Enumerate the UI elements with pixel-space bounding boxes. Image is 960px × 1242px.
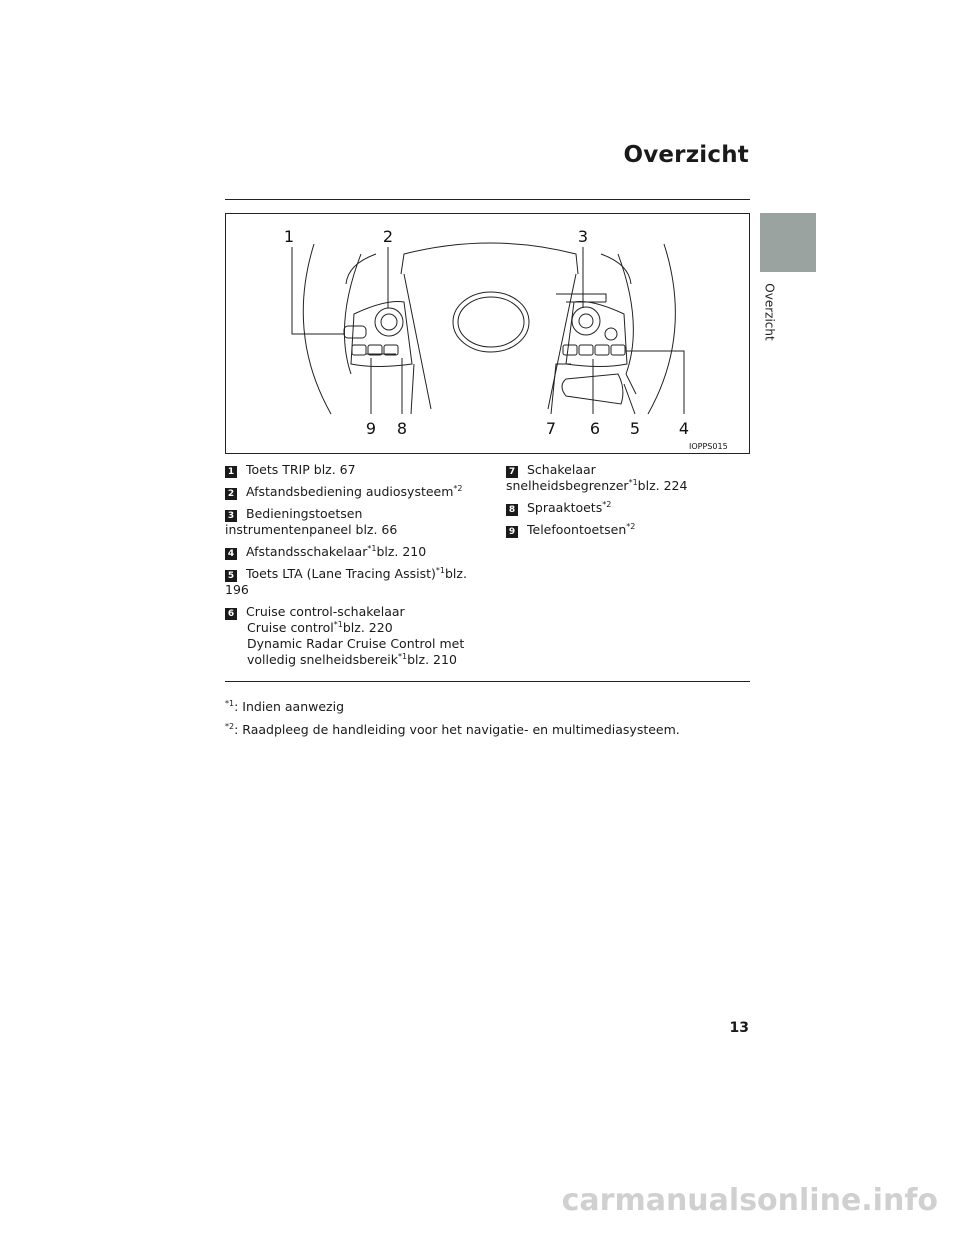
legend-item-4: 4 Afstandsschakelaar$^{*1}$blz. 210 (225, 544, 485, 560)
figure-code: IOPPS015 (689, 442, 728, 451)
page-number: 13 (729, 1020, 749, 1036)
footnotes (225, 699, 750, 745)
legend-left (225, 462, 485, 674)
callout-7: 7 (545, 419, 557, 438)
legend-item-6: 6 Cruise control-schakelaar Cruise control$^{*1}$blz. 220 Dynamic Radar Cruise Control met volledig snelheidsbereik$^{*1}$blz. 210 (225, 604, 485, 668)
legend-item-9: 9 Telefoontoetsen$^{*2}$ (506, 522, 750, 538)
legend-subitem-cruise-control: Cruise control$^{*1}$blz. 220 (247, 619, 393, 635)
legend-subitem-radar-cruise: Dynamic Radar Cruise Control met volledig snelheidsbereik$^{*1}$blz. 210 (247, 636, 465, 667)
callout-4: 4 (678, 419, 690, 438)
legend-item-3: 3 Bedieningstoetsen instrumentenpaneel blz. 66 (225, 506, 398, 537)
steering-wheel-figure (225, 213, 750, 454)
callout-5: 5 (629, 419, 641, 438)
legend-item-2: 2 Afstandsbediening audiosysteem$^{*2}$ (225, 484, 485, 500)
legend-rule (225, 681, 750, 682)
footnote-2: $^{*2}$: Raadpleeg de handleiding voor het navigatie- en multimediasysteem. (225, 721, 680, 737)
section-tab-marker (760, 213, 816, 272)
footnote-1: $^{*1}$: Indien aanwezig (225, 698, 345, 714)
legend-item-8: 8 Spraaktoets$^{*2}$ (506, 500, 750, 516)
callout-6: 6 (589, 419, 601, 438)
callout-8: 8 (396, 419, 408, 438)
legend-item-7: 7 Schakelaar snelheidsbegrenzer$^{*1}$blz. 224 (506, 462, 688, 493)
callout-2: 2 (382, 227, 394, 246)
steering-wheel-illustration (226, 214, 749, 453)
page-title: Overzicht (623, 142, 749, 168)
legend-item-5: 5 Toets LTA (Lane Tracing Assist)$^{*1}$blz. 196 (225, 565, 467, 597)
legend-right (506, 462, 750, 544)
callout-9: 9 (365, 419, 377, 438)
watermark: carmanualsonline.info (561, 1183, 938, 1218)
title-rule (225, 199, 750, 200)
callout-1: 1 (283, 227, 295, 246)
legend-item-1: 1 Toets TRIP blz. 67 (225, 462, 485, 478)
callout-3: 3 (577, 227, 589, 246)
section-tab-label: Overzicht (763, 283, 777, 341)
